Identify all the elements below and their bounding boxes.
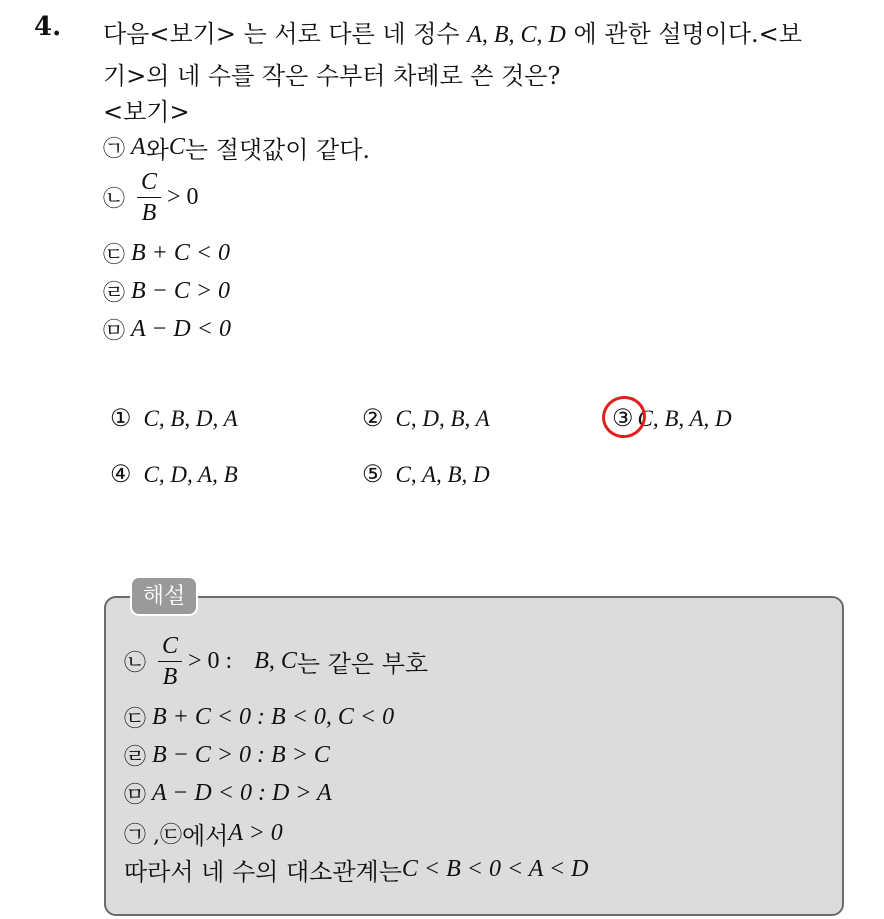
- solution-line-4: [124, 778, 332, 809]
- choice-number: ①: [110, 404, 132, 432]
- question-number: 4.: [34, 12, 62, 42]
- condition-text: 는 절댓값이 같다.: [184, 136, 371, 164]
- solution-expression: A − D < 0 : D > A: [152, 780, 332, 806]
- stem-text-a: 다음<보기> 는 서로 다른 네 정수: [103, 20, 468, 48]
- condition-4: [103, 276, 230, 307]
- stem-variables: A, B, C, D: [467, 22, 566, 48]
- condition-3: [103, 238, 230, 269]
- condition-expression: B − C > 0: [131, 278, 231, 304]
- choice-text: C, A, B, D: [395, 462, 490, 487]
- condition-expression: > 0: [167, 184, 199, 210]
- choice-number: ⑤: [362, 460, 384, 488]
- solution-line-1: [124, 634, 428, 689]
- condition-expression: B + C < 0: [131, 240, 231, 266]
- solution-line-3: [124, 740, 330, 771]
- condition-marker: ㉡: [103, 187, 126, 212]
- solution-expression: > 0 :: [188, 648, 233, 674]
- solution-expression: A > 0: [228, 820, 283, 846]
- condition-marker: ㉣: [103, 280, 126, 305]
- question-stem-line1: [103, 14, 802, 49]
- solution-line-6: [124, 852, 589, 887]
- condition-text: 와: [145, 136, 169, 164]
- var-a: A: [131, 134, 146, 160]
- condition-marker: ㉤: [103, 318, 126, 343]
- condition-marker: ㉢: [103, 242, 126, 267]
- box-label: <보기>: [103, 98, 190, 126]
- condition-1: [103, 130, 370, 165]
- solution-expression: B + C < 0 : B < 0, C < 0: [152, 704, 395, 730]
- choice-number: ③: [612, 404, 634, 432]
- choice-text: C, B, A, D: [637, 406, 732, 431]
- fraction-numerator: C: [158, 634, 182, 662]
- fraction: [158, 634, 182, 689]
- choice-4[interactable]: [110, 460, 238, 488]
- solution-marker: ㉡: [124, 651, 147, 676]
- choice-text: C, D, A, B: [143, 462, 238, 487]
- fraction-denominator: B: [162, 664, 178, 690]
- solution-marker: ㉠ ,㉢: [124, 823, 182, 848]
- choice-1[interactable]: [110, 404, 238, 432]
- solution-line-5: [124, 816, 283, 851]
- var-c: C: [168, 134, 185, 160]
- condition-5: [103, 314, 231, 345]
- solution-text: 따라서 네 수의 대소관계는: [124, 858, 402, 886]
- solution-marker: ㉤: [124, 782, 147, 807]
- condition-expression: A − D < 0: [131, 316, 231, 342]
- condition-marker: ㉠: [103, 137, 126, 162]
- choice-2[interactable]: [362, 404, 490, 432]
- fraction-numerator: C: [137, 170, 161, 198]
- solution-text: 에서: [182, 822, 229, 850]
- fraction-denominator: B: [141, 200, 157, 226]
- choice-number: ②: [362, 404, 384, 432]
- answer-circle-mark: [598, 392, 650, 442]
- stem-text-b: 에 관한 설명이다.<보: [565, 20, 802, 48]
- choice-text: C, B, D, A: [143, 406, 238, 431]
- choice-number: ④: [110, 460, 132, 488]
- solution-line-2: [124, 702, 394, 733]
- solution-label: 해설: [130, 576, 198, 616]
- choice-5[interactable]: [362, 460, 490, 488]
- solution-expression: B − C > 0 : B > C: [152, 742, 330, 768]
- fraction: [137, 170, 161, 225]
- solution-marker: ㉢: [124, 706, 147, 731]
- solution-expression: C < B < 0 < A < D: [401, 856, 589, 882]
- solution-marker: ㉣: [124, 744, 147, 769]
- choice-text: C, D, B, A: [395, 406, 490, 431]
- condition-2: [103, 170, 199, 225]
- solution-text: 는 같은 부호: [296, 650, 429, 678]
- solution-variables: B, C: [254, 648, 297, 674]
- question-stem-line2: 기>의 네 수를 작은 수부터 차례로 쓴 것은?: [103, 62, 561, 90]
